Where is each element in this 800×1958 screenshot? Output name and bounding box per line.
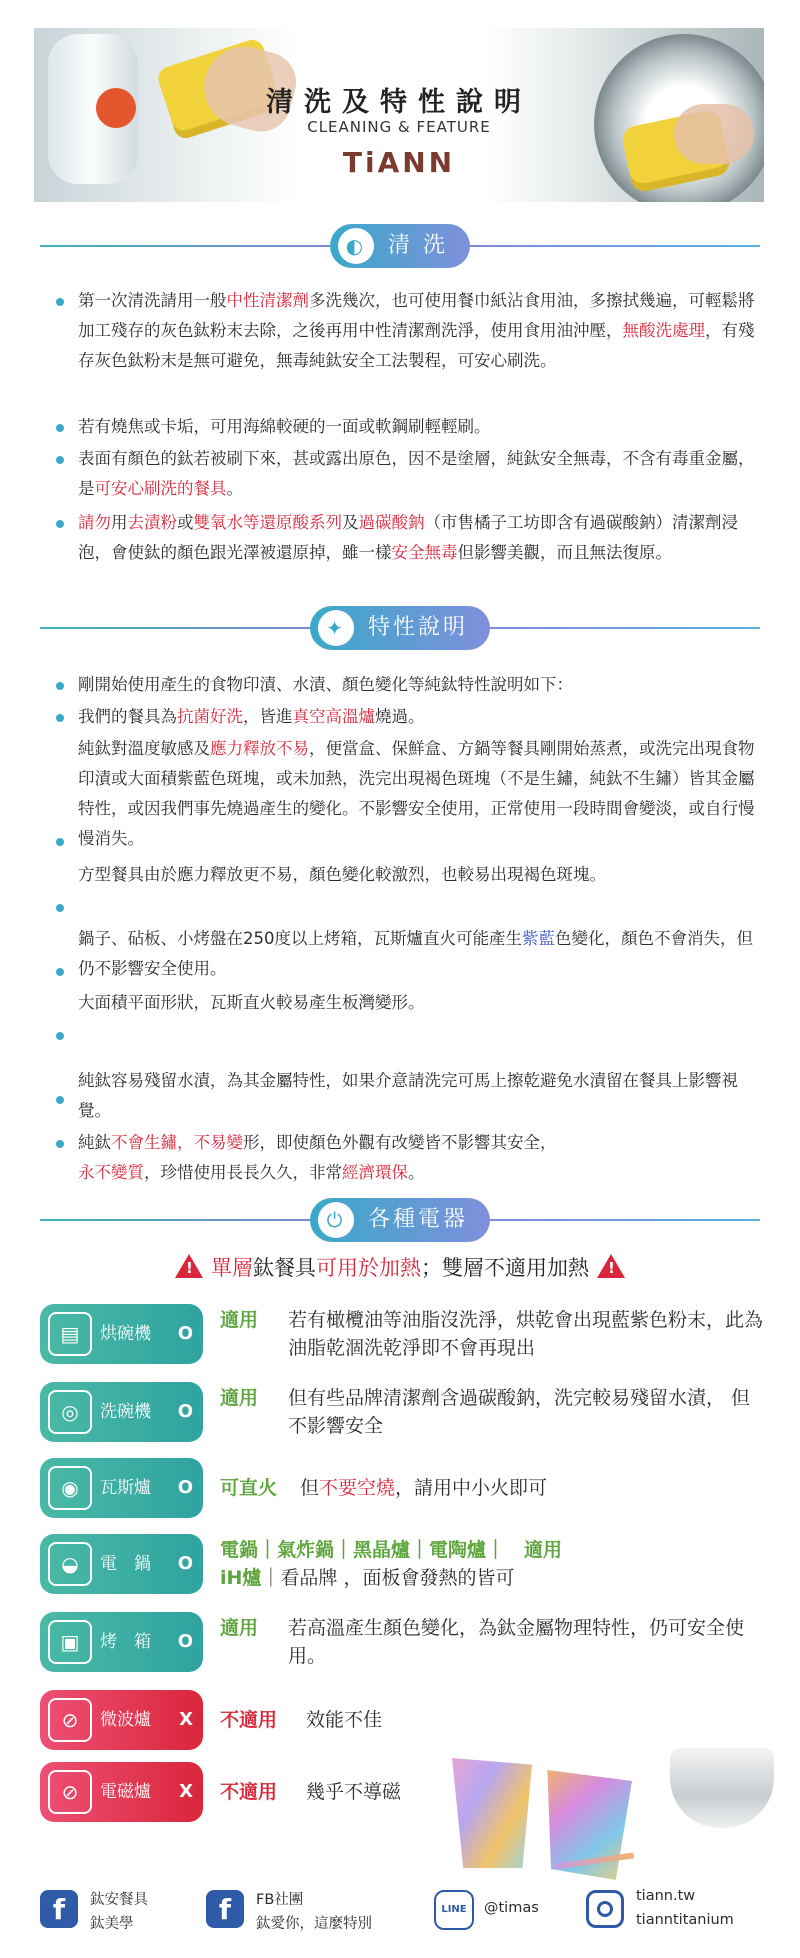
appliance-tag: ◉ 瓦斯爐 O [40,1458,203,1518]
section-title-pill [310,1198,490,1242]
section-header-feature [40,606,760,650]
bullet-icon [56,298,64,306]
bullet-icon [56,838,64,846]
bullet-icon [56,968,64,976]
dish-dryer-icon: ▤ [48,1312,92,1356]
appliance-desc: 但有些品牌清潔劑含過碳酸鈉，洗完較易殘留水漬， 但不影響安全 [288,1387,751,1437]
status-label: 不適用 [220,1709,278,1731]
appliance-row [40,1304,764,1364]
section-title-pill [330,224,470,268]
section-title-pill [310,606,490,650]
status-label: 電鍋｜氣炸鍋｜黑晶爐｜電陶爐｜ 適用 [220,1539,563,1561]
header-banner [34,28,764,202]
titanium-cup-image [452,1758,532,1868]
list-item-text: 方型餐具由於應力釋放更不易，顏色變化較激烈，也較易出現褐色斑塊。 [78,865,606,884]
dishwasher-icon: ◎ [48,1390,92,1434]
appliance-desc: 但不要空燒，請用中小火即可 [300,1477,548,1499]
list-item-text: 我們的餐具為抗菌好洗，皆進真空高溫爐燒過。 [78,707,425,726]
bullet-icon [56,1096,64,1104]
list-item-text: 表面有顏色的鈦若被刷下來，甚或露出原色，因不是塗層，純鈦安全無毒，不含有毒重金屬，是可安心刷洗的餐具。 [78,449,755,498]
dish-icon: ◐ [338,228,374,264]
list-item [56,1128,766,1190]
bullet-icon [56,682,64,690]
bullet-icon [56,456,64,464]
section-title: 特性說明 [367,615,469,640]
status-label: 不適用 [220,1781,278,1803]
list-item-text: 鍋子、砧板、小烤盤在250度以上烤箱，瓦斯爐直火可能產生紫藍色變化，顏色不會消失，但仍不影響安全使用。 [78,929,753,978]
list-item [56,286,766,410]
status-label: 可直火 [220,1477,278,1499]
list-item [56,860,766,922]
section-title: 各種電器 [367,1207,469,1232]
status-label: 適用 [220,1617,259,1639]
status-label: 適用 [220,1309,259,1331]
list-item-text: 純鈦不會生鏽，不易變形，即使顏色外觀有改變皆不影響其安全， 永不變質，珍惜使用長長久久，非常經濟環保。 [78,1133,557,1182]
water-drop-icon: ✦ [318,610,354,646]
list-item [56,412,766,442]
warning-icon [597,1254,625,1278]
warning-icon [175,1254,203,1278]
bullet-icon [56,714,64,722]
status-label: 適用 [220,1387,259,1409]
appliance-desc: iH爐｜看品牌 ，面板會發熱的皆可 [220,1567,515,1589]
instagram-link[interactable]: tiann.tw tianntitanium [586,1882,766,1938]
section-header-wash [40,224,760,268]
list-item [56,702,766,732]
appliance-tag: ⊘ 電磁爐 X [40,1762,203,1822]
bullet-icon [56,1032,64,1040]
appliance-tag: ◎ 洗碗機 O [40,1382,203,1442]
appliance-desc: 若有橄欖油等油脂沒洗淨，烘乾會出現藍紫色粉末，此為油脂乾涸洗乾淨即不會再現出 [288,1309,764,1359]
bullet-icon [56,520,64,528]
appliance-row [40,1382,760,1442]
appliance-tag: ▤ 烘碗機 O [40,1304,203,1364]
appliance-row [40,1458,760,1518]
appliance-desc: 效能不佳 [306,1709,383,1731]
list-item-text: 剛開始使用產生的食物印漬、水漬、顏色變化等純鈦特性說明如下： [78,675,573,694]
bullet-icon [56,1140,64,1148]
list-item [56,734,766,858]
rice-cooker-icon: ◒ [48,1542,92,1586]
brand-logo: TiANN [342,146,456,179]
facebook-icon: f [40,1890,78,1928]
facebook-page-link[interactable]: f 鈦安餐具 鈦美學 [40,1882,200,1938]
list-item-text: 純鈦對溫度敏感及應力釋放不易，便當盒、保鮮盒、方鍋等餐具剛開始蒸煮，或洗完出現食物印漬或大面積紫藍色斑塊，或未加熱，洗完出現褐色斑塊（不是生鏽，純鈦不生鏽）皆其金屬特性，或因我們事先燒過產生的變化。不影響安全使用，正常使用一段時間會變淡，或自行慢慢消失。 [78,739,755,848]
facebook-group-link[interactable]: f FB社團 鈦愛你，這麼特別 [206,1882,406,1938]
appliance-desc: 若高溫產生顏色變化，為鈦金屬物理特性，仍可安全使用。 [288,1617,745,1667]
facebook-icon: f [206,1890,244,1928]
appliance-row [40,1612,760,1672]
list-item [56,1052,766,1120]
list-item [56,508,766,602]
oven-icon: ▣ [48,1620,92,1664]
instagram-icon [586,1890,624,1928]
list-item [56,670,766,700]
list-item-text: 請勿用去漬粉或雙氧水等還原酸系列及過碳酸鈉（市售橘子工坊即含有過碳酸鈉）清潔劑浸泡，會使鈦的顏色跟光澤被還原掉，雖一樣安全無毒但影響美觀，而且無法復原。 [78,513,738,562]
appliance-tag: ▣ 烤 箱 O [40,1612,203,1672]
appliance-row [40,1690,760,1750]
banner-title: 清洗及特性說明 [266,87,532,118]
bullet-icon [56,904,64,912]
appliance-tag: ◒ 電 鍋 O [40,1534,203,1594]
list-item-text: 純鈦容易殘留水漬，為其金屬特性，如果介意請洗完可馬上擦乾避免水漬留在餐具上影響視覺。 [78,1071,738,1120]
appliance-row [40,1534,760,1594]
banner-subtitle: CLEANING & FEATURE [307,118,491,136]
appliance-desc: 幾乎不導磁 [306,1781,402,1803]
list-item [56,988,766,1050]
section-title: 清 洗 [388,233,448,258]
line-contact-link[interactable]: LINE @timas [434,1882,584,1938]
appliance-tag: ⊘ 微波爐 X [40,1690,203,1750]
induction-cooker-icon: ⊘ [48,1770,92,1814]
list-item-text: 大面積平面形狀，瓦斯直火較易產生板灣變形。 [78,993,425,1012]
heating-warning: !單層鈦餐具可用於加熱；雙層不適用加熱! [0,1252,800,1282]
gas-stove-icon: ◉ [48,1466,92,1510]
microwave-icon: ⊘ [48,1698,92,1742]
section-header-appliance [40,1198,760,1242]
bullet-icon [56,424,64,432]
list-item [56,444,766,506]
line-icon: LINE [434,1890,474,1930]
list-item-text: 若有燒焦或卡垢，可用海綿較硬的一面或軟鋼刷輕輕刷。 [78,417,491,436]
plug-icon: ⏻ [318,1202,354,1238]
appliance-row [40,1762,760,1822]
list-item-text: 第一次清洗請用一般中性清潔劑多洗幾次，也可使用餐巾紙沾食用油，多擦拭幾遍，可輕鬆將加工殘存的灰色鈦粉末去除，之後再用中性清潔劑洗淨，使用食用油沖壓，無酸洗處理，有殘存灰色鈦粉末是無可避免，無毒純鈦安全工法製程，可安心刷洗。 [78,291,755,370]
